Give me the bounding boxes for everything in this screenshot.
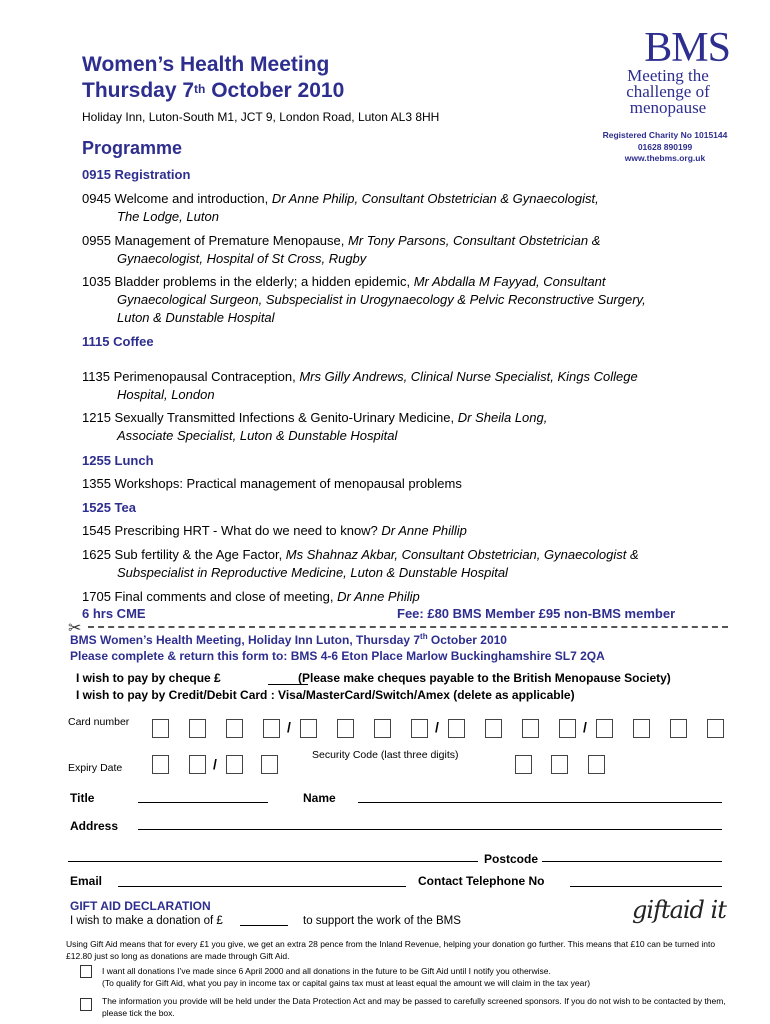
- expiry-box[interactable]: [261, 755, 278, 774]
- form-return-address: Please complete & return this form to: BMS 4-6 Eton Place Marlow Buckinghamshire SL7 2QA: [70, 649, 605, 663]
- title-line-1: Women’s Health Meeting: [82, 53, 330, 76]
- cheque-note: (Please make cheques payable to the British Menopause Society): [298, 671, 671, 685]
- cut-line: [88, 626, 728, 628]
- charity-website[interactable]: www.thebms.org.uk: [624, 153, 706, 163]
- gift-aid-option-text: [102, 965, 742, 989]
- programme-item: 1355 Workshops: Practical management of menopausal problems: [82, 476, 462, 491]
- slash-separator: /: [287, 719, 291, 735]
- logo-tagline-2: challenge of: [626, 82, 710, 101]
- cme-hours: 6 hrs CME: [82, 606, 146, 621]
- postcode-field[interactable]: [542, 861, 722, 862]
- card-digit-box[interactable]: [263, 719, 280, 738]
- bms-logo: [606, 25, 730, 117]
- card-digit-box[interactable]: [670, 719, 687, 738]
- programme-item: 1135 Perimenopausal Contraception, Mrs Gilly Andrews, Clinical Nurse Specialist, Kings College Hospital, London: [82, 369, 638, 402]
- card-digit-box[interactable]: [633, 719, 650, 738]
- programme-item: 1705 Final comments and close of meeting, Dr Anne Philip: [82, 589, 420, 604]
- programme-item: 1115 Coffee: [82, 334, 154, 349]
- cheque-label: I wish to pay by cheque £: [76, 671, 221, 685]
- address-field-line-2[interactable]: [68, 861, 478, 862]
- logo-tagline-3: menopause: [629, 98, 707, 117]
- expiry-box[interactable]: [189, 755, 206, 774]
- card-digit-box[interactable]: [374, 719, 391, 738]
- card-digit-box[interactable]: [337, 719, 354, 738]
- charity-info: [600, 130, 730, 165]
- meeting-title: [82, 52, 344, 104]
- security-code-box[interactable]: [588, 755, 605, 774]
- logo-wordmark: BMS: [644, 25, 730, 71]
- programme-item: 1215 Sexually Transmitted Infections & Genito-Urinary Medicine, Dr Sheila Long, Associate Specialist, Luton & Dunstable Hospital: [82, 410, 548, 443]
- donation-amount-field[interactable]: [240, 925, 288, 926]
- email-label: Email: [70, 874, 103, 888]
- gift-aid-option-line-2: (To qualify for Gift Aid, what you pay in income tax or capital gains tax must at least equal the amount we will claim in the tax year): [102, 978, 591, 988]
- scissors-icon: ✂: [68, 620, 82, 637]
- postcode-label: Postcode: [484, 852, 539, 866]
- name-label: Name: [303, 791, 336, 805]
- expiry-label: Expiry Date: [68, 762, 123, 774]
- card-digit-box[interactable]: [707, 719, 724, 738]
- programme-item: 1525 Tea: [82, 500, 136, 515]
- card-digit-box[interactable]: [226, 719, 243, 738]
- title-line-2: Thursday 7th October 2010: [82, 79, 345, 102]
- programme-item: 0955 Management of Premature Menopause, Mr Tony Parsons, Consultant Obstetrician & Gynaecologist, Hospital of St Cross, Rugby: [82, 233, 601, 266]
- card-digit-box[interactable]: [596, 719, 613, 738]
- card-number-label: Card number: [68, 716, 130, 728]
- address-label: Address: [70, 819, 119, 833]
- title-field[interactable]: [138, 802, 268, 803]
- programme-item: 1625 Sub fertility & the Age Factor, Ms Shahnaz Akbar, Consultant Obstetrician, Gynaecologist & Subspecialist in Reproductive Medicine, Luton & Dunstable Hospital: [82, 547, 639, 580]
- gift-aid-checkbox[interactable]: [80, 965, 92, 978]
- card-digit-box[interactable]: [189, 719, 206, 738]
- card-digit-box[interactable]: [152, 719, 169, 738]
- security-code-box[interactable]: [515, 755, 532, 774]
- email-field[interactable]: [118, 886, 406, 887]
- card-digit-box[interactable]: [300, 719, 317, 738]
- slash-separator: /: [435, 719, 439, 735]
- card-digit-box[interactable]: [559, 719, 576, 738]
- expiry-box[interactable]: [226, 755, 243, 774]
- data-protection-text: The information you provide will be held under the Data Protection Act and may be passed to carefully screened sponsors. If you do not wish to be contacted by them, please tick the box.: [102, 996, 726, 1018]
- card-digit-box[interactable]: [411, 719, 428, 738]
- gift-aid-heading: GIFT AID DECLARATION: [70, 899, 211, 913]
- slash-separator: /: [583, 719, 587, 735]
- programme-item: 1255 Lunch: [82, 453, 154, 468]
- fee-info: Fee: £80 BMS Member £95 non-BMS member: [397, 606, 676, 621]
- card-digit-box[interactable]: [522, 719, 539, 738]
- charity-phone: 01628 890199: [637, 141, 693, 152]
- telephone-field[interactable]: [570, 886, 722, 887]
- programme-item: 0945 Welcome and introduction, Dr Anne Philip, Consultant Obstetrician & Gynaecologist, The Lodge, Luton: [82, 191, 599, 224]
- charity-number: Registered Charity No 1015144: [602, 130, 728, 140]
- gift-aid-logo: giftaid it: [632, 896, 726, 924]
- card-digit-box[interactable]: [485, 719, 502, 738]
- gift-aid-option-line-1: I want all donations I’ve made since 6 April 2000 and all donations in the future to be Gift Aid until I notify you otherwise.: [102, 966, 551, 976]
- security-code-label: Security Code (last three digits): [312, 749, 459, 761]
- gift-aid-explanation: Using Gift Aid means that for every £1 you give, we get an extra 28 pence from the Inland Revenue, helping your donation go further. This means that £10 can be turned into £12.80 just so long as donations are made through Gift Aid.: [66, 939, 716, 961]
- slash-separator: /: [213, 756, 217, 772]
- programme-item: 1035 Bladder problems in the elderly; a hidden epidemic, Mr Abdalla M Fayyad, Consultant Gynaecological Surgeon, Subspecialist in Urogynaecology & Pelvic Reconstructive Surgery, Luton & Dunstable Hospital: [82, 274, 646, 325]
- address-field[interactable]: [138, 829, 722, 830]
- donation-purpose: to support the work of the BMS: [303, 915, 461, 927]
- programme-item: 1545 Prescribing HRT - What do we need to know? Dr Anne Phillip: [82, 523, 467, 538]
- data-protection-checkbox[interactable]: [80, 998, 92, 1011]
- telephone-label: Contact Telephone No: [418, 874, 545, 888]
- expiry-box[interactable]: [152, 755, 169, 774]
- programme-heading: Programme: [82, 138, 183, 158]
- security-code-box[interactable]: [551, 755, 568, 774]
- name-field[interactable]: [358, 802, 722, 803]
- title-label: Title: [70, 791, 95, 805]
- donation-label: I wish to make a donation of £: [70, 915, 223, 927]
- form-heading: BMS Women’s Health Meeting, Holiday Inn Luton, Thursday 7th October 2010: [70, 632, 507, 647]
- card-payment-label: I wish to pay by Credit/Debit Card : Visa/MasterCard/Switch/Amex (delete as applicable): [76, 688, 575, 702]
- logo-tagline-1: Meeting the: [627, 66, 709, 85]
- card-digit-box[interactable]: [448, 719, 465, 738]
- programme-item: 0915 Registration: [82, 167, 191, 182]
- venue-address: Holiday Inn, Luton-South M1, JCT 9, London Road, Luton AL3 8HH: [82, 110, 440, 124]
